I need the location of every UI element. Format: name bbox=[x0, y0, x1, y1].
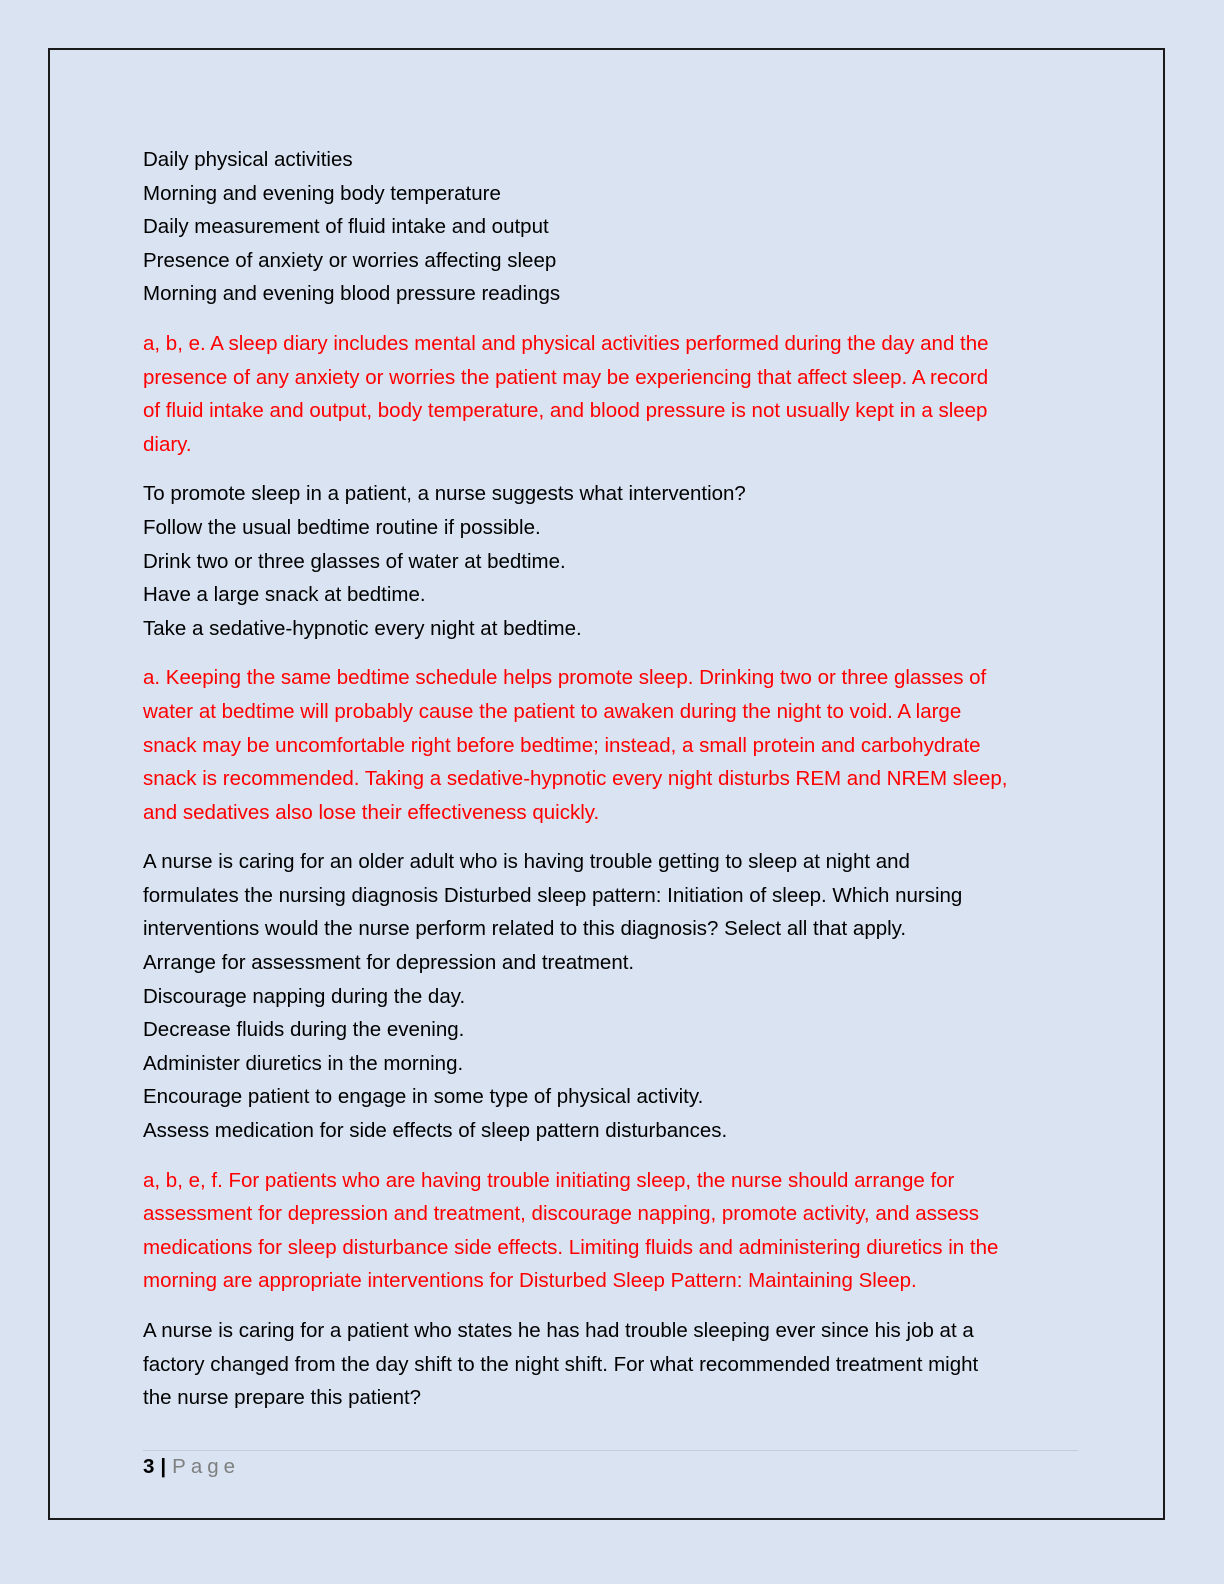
question-options-1 bbox=[143, 143, 1078, 311]
question-line: interventions would the nurse perform related to this diagnosis? Select all that apply. bbox=[143, 917, 907, 941]
answer-line: water at bedtime will probably cause the patient to awaken during the night to void. A large bbox=[143, 699, 962, 723]
question-line: the nurse prepare this patient? bbox=[143, 1386, 422, 1410]
footer-divider bbox=[143, 1450, 1078, 1451]
option-line: Presence of anxiety or worries affecting sleep bbox=[143, 248, 557, 272]
page-number: 3 bbox=[143, 1455, 155, 1478]
page-footer bbox=[143, 1452, 240, 1482]
answer-line: snack is recommended. Taking a sedative-hypnotic every night disturbs REM and NREM sleep, bbox=[143, 767, 1008, 791]
answer-line: morning are appropriate interventions for Disturbed Sleep Pattern: Maintaining Sleep. bbox=[143, 1269, 917, 1293]
answer-line: a, b, e. A sleep diary includes mental and physical activities performed during the day and the bbox=[143, 331, 989, 355]
option-line: Arrange for assessment for depression and treatment. bbox=[143, 951, 635, 975]
option-line: Administer diuretics in the morning. bbox=[143, 1051, 464, 1075]
answer-line: a. Keeping the same bedtime schedule helps promote sleep. Drinking two or three glasses of bbox=[143, 666, 987, 690]
question-3 bbox=[143, 845, 1078, 1147]
answer-line: medications for sleep disturbance side effects. Limiting fluids and administering diuretics in the bbox=[143, 1235, 999, 1259]
option-line: Daily physical activities bbox=[143, 148, 353, 171]
answer-line: and sedatives also lose their effectiveness quickly. bbox=[143, 800, 600, 824]
option-line: Encourage patient to engage in some type of physical activity. bbox=[143, 1085, 704, 1109]
question-2 bbox=[143, 477, 1078, 645]
question-line: To promote sleep in a patient, a nurse suggests what intervention? bbox=[143, 482, 746, 506]
question-line: A nurse is caring for an older adult who is having trouble getting to sleep at night and bbox=[143, 850, 910, 874]
option-line: Discourage napping during the day. bbox=[143, 984, 466, 1008]
answer-line: a, b, e, f. For patients who are having trouble initiating sleep, the nurse should arrange for bbox=[143, 1168, 955, 1192]
answer-line: snack may be uncomfortable right before bedtime; instead, a small protein and carbohydrate bbox=[143, 733, 981, 757]
option-line: Morning and evening body temperature bbox=[143, 181, 501, 205]
answer-line: diary. bbox=[143, 432, 192, 456]
answer-line: assessment for depression and treatment, discourage napping, promote activity, and assess bbox=[143, 1202, 980, 1226]
question-line: A nurse is caring for a patient who states he has had trouble sleeping ever since his job at a bbox=[143, 1319, 974, 1342]
option-line: Follow the usual bedtime routine if possible. bbox=[143, 515, 541, 539]
answer-explanation-1 bbox=[143, 327, 1078, 461]
option-line: Drink two or three glasses of water at bedtime. bbox=[143, 549, 566, 573]
answer-explanation-2 bbox=[143, 661, 1078, 829]
question-line: formulates the nursing diagnosis Disturbed sleep pattern: Initiation of sleep. Which nursing bbox=[143, 883, 963, 907]
option-line: Morning and evening blood pressure readings bbox=[143, 282, 561, 306]
footer-separator: | bbox=[160, 1455, 167, 1478]
document-body bbox=[143, 143, 1078, 1415]
option-line: Have a large snack at bedtime. bbox=[143, 583, 426, 607]
option-line: Assess medication for side effects of sleep pattern disturbances. bbox=[143, 1119, 728, 1143]
page-label: Page bbox=[172, 1455, 241, 1478]
question-line: factory changed from the day shift to the night shift. For what recommended treatment might bbox=[143, 1352, 979, 1376]
answer-line: presence of any anxiety or worries the patient may be experiencing that affect sleep. A record bbox=[143, 365, 989, 389]
answer-line: of fluid intake and output, body temperature, and blood pressure is not usually kept in a sleep bbox=[143, 399, 988, 423]
option-line: Daily measurement of fluid intake and output bbox=[143, 215, 549, 239]
question-4 bbox=[143, 1314, 1078, 1415]
option-line: Take a sedative-hypnotic every night at bedtime. bbox=[143, 616, 582, 640]
option-line: Decrease fluids during the evening. bbox=[143, 1018, 465, 1042]
answer-explanation-3 bbox=[143, 1164, 1078, 1298]
